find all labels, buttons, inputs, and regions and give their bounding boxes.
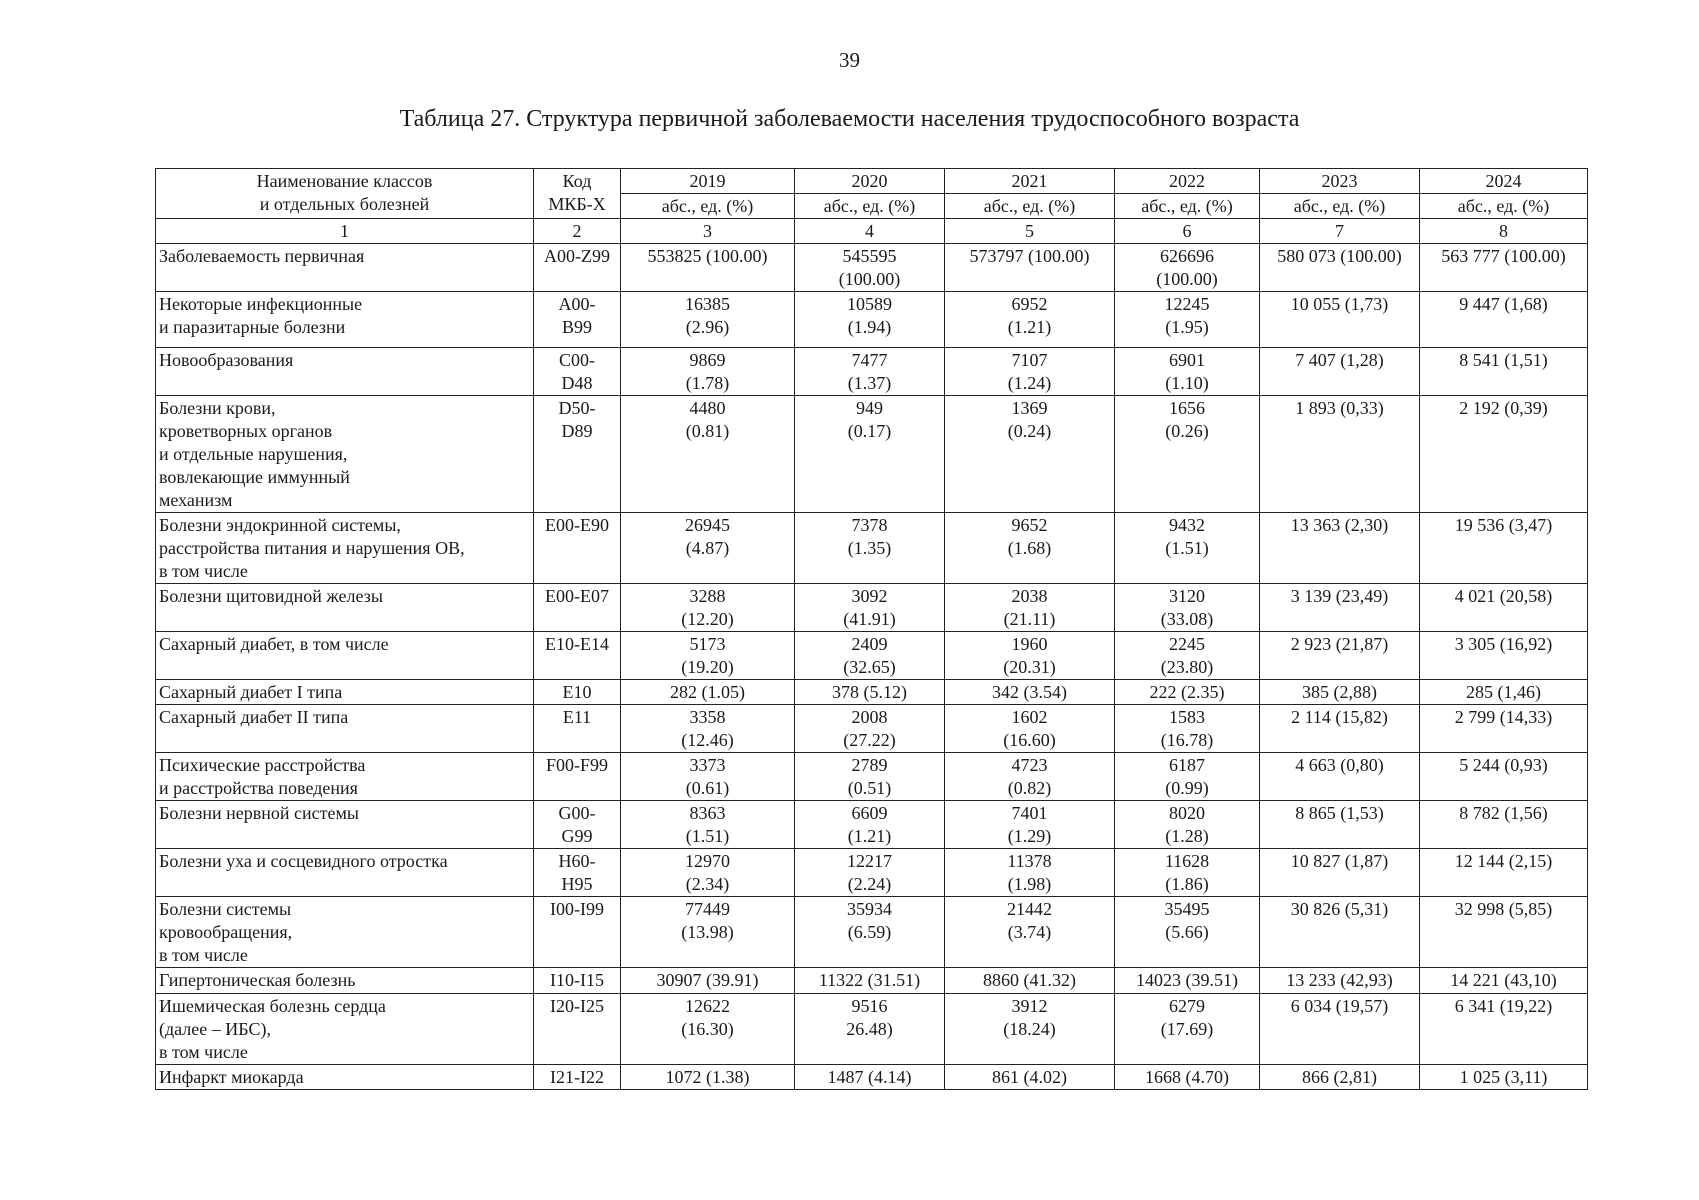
value-cell-2022: 6279 (17.69) — [1115, 994, 1260, 1065]
col-number-cell: 1 — [156, 219, 534, 244]
header-code-cell: Код МКБ-Х — [534, 169, 621, 219]
icd-code-cell: I20-I25 — [534, 994, 621, 1065]
disease-name-cell: Сахарный диабет, в том числе — [156, 632, 534, 680]
value-cell-2022: 1583 (16.78) — [1115, 705, 1260, 753]
value-cell-2020: 2409 (32.65) — [795, 632, 945, 680]
value-cell-2021: 2038 (21.11) — [945, 584, 1115, 632]
value-cell-2023: 6 034 (19,57) — [1260, 994, 1420, 1065]
value-cell-2020: 35934 (6.59) — [795, 897, 945, 968]
value-cell-2023: 10 827 (1,87) — [1260, 849, 1420, 897]
value-cell-2023: 1 893 (0,33) — [1260, 396, 1420, 513]
value-cell-2023: 385 (2,88) — [1260, 680, 1420, 705]
value-cell-2019: 553825 (100.00) — [621, 244, 795, 292]
icd-code-cell: A00- B99 — [534, 292, 621, 348]
value-cell-2020: 949 (0.17) — [795, 396, 945, 513]
value-cell-2023: 7 407 (1,28) — [1260, 348, 1420, 396]
value-cell-2024: 8 782 (1,56) — [1420, 801, 1588, 849]
table-row — [156, 801, 1588, 849]
table-row — [156, 396, 1588, 513]
value-cell-2019: 1072 (1.38) — [621, 1065, 795, 1090]
value-cell-2024: 8 541 (1,51) — [1420, 348, 1588, 396]
value-cell-2019: 12622 (16.30) — [621, 994, 795, 1065]
value-cell-2019: 26945 (4.87) — [621, 513, 795, 584]
value-cell-2022: 8020 (1.28) — [1115, 801, 1260, 849]
value-cell-2022: 1668 (4.70) — [1115, 1065, 1260, 1090]
value-cell-2023: 30 826 (5,31) — [1260, 897, 1420, 968]
value-cell-2024: 3 305 (16,92) — [1420, 632, 1588, 680]
value-cell-2020: 12217 (2.24) — [795, 849, 945, 897]
header-name-cell: Наименование классов и отдельных болезней — [156, 169, 534, 219]
col-number-cell: 7 — [1260, 219, 1420, 244]
table-row — [156, 632, 1588, 680]
disease-name-cell: Болезни эндокринной системы, расстройства питания и нарушения ОВ, в том числе — [156, 513, 534, 584]
value-cell-2019: 282 (1.05) — [621, 680, 795, 705]
value-cell-2024: 19 536 (3,47) — [1420, 513, 1588, 584]
header-year-2022: 2022 — [1115, 169, 1260, 194]
value-cell-2021: 11378 (1.98) — [945, 849, 1115, 897]
header-unit-cell: абс., ед. (%) — [1260, 194, 1420, 219]
table-row — [156, 292, 1588, 348]
value-cell-2023: 8 865 (1,53) — [1260, 801, 1420, 849]
value-cell-2022: 3120 (33.08) — [1115, 584, 1260, 632]
morbidity-table — [155, 168, 1588, 1090]
icd-code-cell: F00-F99 — [534, 753, 621, 801]
value-cell-2024: 12 144 (2,15) — [1420, 849, 1588, 897]
value-cell-2020: 3092 (41.91) — [795, 584, 945, 632]
value-cell-2022: 35495 (5.66) — [1115, 897, 1260, 968]
value-cell-2023: 2 923 (21,87) — [1260, 632, 1420, 680]
icd-code-cell: D50- D89 — [534, 396, 621, 513]
value-cell-2021: 1369 (0.24) — [945, 396, 1115, 513]
value-cell-2021: 6952 (1.21) — [945, 292, 1115, 348]
value-cell-2024: 9 447 (1,68) — [1420, 292, 1588, 348]
value-cell-2021: 1602 (16.60) — [945, 705, 1115, 753]
table-row — [156, 897, 1588, 968]
table-row — [156, 705, 1588, 753]
value-cell-2024: 563 777 (100.00) — [1420, 244, 1588, 292]
value-cell-2022: 11628 (1.86) — [1115, 849, 1260, 897]
header-row-years — [156, 169, 1588, 194]
value-cell-2024: 6 341 (19,22) — [1420, 994, 1588, 1065]
page-number: 39 — [839, 48, 860, 72]
value-cell-2023: 580 073 (100.00) — [1260, 244, 1420, 292]
header-year-2023: 2023 — [1260, 169, 1420, 194]
value-cell-2023: 866 (2,81) — [1260, 1065, 1420, 1090]
value-cell-2023: 2 114 (15,82) — [1260, 705, 1420, 753]
value-cell-2019: 3373 (0.61) — [621, 753, 795, 801]
header-row-col-numbers — [156, 219, 1588, 244]
value-cell-2024: 2 192 (0,39) — [1420, 396, 1588, 513]
value-cell-2024: 1 025 (3,11) — [1420, 1065, 1588, 1090]
value-cell-2019: 9869 (1.78) — [621, 348, 795, 396]
header-unit-cell: абс., ед. (%) — [1420, 194, 1588, 219]
col-number-cell: 8 — [1420, 219, 1588, 244]
value-cell-2019: 3358 (12.46) — [621, 705, 795, 753]
header-unit-cell: абс., ед. (%) — [621, 194, 795, 219]
value-cell-2022: 2245 (23.80) — [1115, 632, 1260, 680]
value-cell-2019: 4480 (0.81) — [621, 396, 795, 513]
table-row — [156, 1065, 1588, 1090]
disease-name-cell: Болезни щитовидной железы — [156, 584, 534, 632]
value-cell-2021: 8860 (41.32) — [945, 968, 1115, 994]
col-number-cell: 2 — [534, 219, 621, 244]
disease-name-cell: Психические расстройства и расстройства поведения — [156, 753, 534, 801]
disease-name-cell: Болезни уха и сосцевидного отростка — [156, 849, 534, 897]
value-cell-2019: 77449 (13.98) — [621, 897, 795, 968]
value-cell-2024: 32 998 (5,85) — [1420, 897, 1588, 968]
disease-name-cell: Сахарный диабет II типа — [156, 705, 534, 753]
table-title: Таблица 27. Структура первичной заболеваемости населения трудоспособного возраста — [399, 106, 1300, 132]
col-number-cell: 4 — [795, 219, 945, 244]
value-cell-2024: 2 799 (14,33) — [1420, 705, 1588, 753]
table-row — [156, 680, 1588, 705]
value-cell-2022: 222 (2.35) — [1115, 680, 1260, 705]
table-row — [156, 849, 1588, 897]
value-cell-2019: 16385 (2.96) — [621, 292, 795, 348]
value-cell-2021: 342 (3.54) — [945, 680, 1115, 705]
disease-name-cell: Инфаркт миокарда — [156, 1065, 534, 1090]
icd-code-cell: I10-I15 — [534, 968, 621, 994]
value-cell-2020: 2789 (0.51) — [795, 753, 945, 801]
value-cell-2023: 4 663 (0,80) — [1260, 753, 1420, 801]
value-cell-2022: 6187 (0.99) — [1115, 753, 1260, 801]
header-year-2020: 2020 — [795, 169, 945, 194]
disease-name-cell: Болезни крови, кроветворных органов и отдельные нарушения, вовлекающие иммунный механизм — [156, 396, 534, 513]
value-cell-2020: 9516 26.48) — [795, 994, 945, 1065]
header-year-2024: 2024 — [1420, 169, 1588, 194]
disease-name-cell: Сахарный диабет I типа — [156, 680, 534, 705]
value-cell-2021: 1960 (20.31) — [945, 632, 1115, 680]
value-cell-2021: 861 (4.02) — [945, 1065, 1115, 1090]
value-cell-2022: 1656 (0.26) — [1115, 396, 1260, 513]
table-row — [156, 244, 1588, 292]
value-cell-2019: 5173 (19.20) — [621, 632, 795, 680]
value-cell-2022: 9432 (1.51) — [1115, 513, 1260, 584]
table-row — [156, 994, 1588, 1065]
value-cell-2020: 545595 (100.00) — [795, 244, 945, 292]
value-cell-2020: 378 (5.12) — [795, 680, 945, 705]
header-year-2019: 2019 — [621, 169, 795, 194]
value-cell-2023: 3 139 (23,49) — [1260, 584, 1420, 632]
value-cell-2020: 6609 (1.21) — [795, 801, 945, 849]
icd-code-cell: I00-I99 — [534, 897, 621, 968]
header-unit-cell: абс., ед. (%) — [795, 194, 945, 219]
value-cell-2021: 573797 (100.00) — [945, 244, 1115, 292]
disease-name-cell: Заболеваемость первичная — [156, 244, 534, 292]
value-cell-2019: 30907 (39.91) — [621, 968, 795, 994]
value-cell-2019: 8363 (1.51) — [621, 801, 795, 849]
header-unit-cell: абс., ед. (%) — [1115, 194, 1260, 219]
value-cell-2023: 13 233 (42,93) — [1260, 968, 1420, 994]
value-cell-2021: 7401 (1.29) — [945, 801, 1115, 849]
table-row — [156, 968, 1588, 994]
icd-code-cell: E00-E07 — [534, 584, 621, 632]
value-cell-2021: 21442 (3.74) — [945, 897, 1115, 968]
value-cell-2021: 4723 (0.82) — [945, 753, 1115, 801]
value-cell-2019: 3288 (12.20) — [621, 584, 795, 632]
icd-code-cell: C00- D48 — [534, 348, 621, 396]
disease-name-cell: Ишемическая болезнь сердца (далее – ИБС), в том числе — [156, 994, 534, 1065]
value-cell-2024: 5 244 (0,93) — [1420, 753, 1588, 801]
disease-name-cell: Болезни системы кровообращения, в том числе — [156, 897, 534, 968]
table-row — [156, 753, 1588, 801]
icd-code-cell: E00-E90 — [534, 513, 621, 584]
value-cell-2022: 626696 (100.00) — [1115, 244, 1260, 292]
icd-code-cell: G00- G99 — [534, 801, 621, 849]
value-cell-2021: 7107 (1.24) — [945, 348, 1115, 396]
table-row — [156, 584, 1588, 632]
value-cell-2020: 1487 (4.14) — [795, 1065, 945, 1090]
icd-code-cell: H60- H95 — [534, 849, 621, 897]
value-cell-2022: 14023 (39.51) — [1115, 968, 1260, 994]
disease-name-cell: Гипертоническая болезнь — [156, 968, 534, 994]
icd-code-cell: A00-Z99 — [534, 244, 621, 292]
value-cell-2024: 4 021 (20,58) — [1420, 584, 1588, 632]
value-cell-2020: 7477 (1.37) — [795, 348, 945, 396]
disease-name-cell: Некоторые инфекционные и паразитарные болезни — [156, 292, 534, 348]
value-cell-2020: 2008 (27.22) — [795, 705, 945, 753]
value-cell-2020: 11322 (31.51) — [795, 968, 945, 994]
header-unit-cell: абс., ед. (%) — [945, 194, 1115, 219]
col-number-cell: 6 — [1115, 219, 1260, 244]
icd-code-cell: I21-I22 — [534, 1065, 621, 1090]
value-cell-2022: 12245 (1.95) — [1115, 292, 1260, 348]
icd-code-cell: E10-E14 — [534, 632, 621, 680]
value-cell-2020: 7378 (1.35) — [795, 513, 945, 584]
value-cell-2024: 285 (1,46) — [1420, 680, 1588, 705]
icd-code-cell: E11 — [534, 705, 621, 753]
table-row — [156, 348, 1588, 396]
disease-name-cell: Болезни нервной системы — [156, 801, 534, 849]
header-year-2021: 2021 — [945, 169, 1115, 194]
value-cell-2023: 10 055 (1,73) — [1260, 292, 1420, 348]
value-cell-2021: 3912 (18.24) — [945, 994, 1115, 1065]
value-cell-2019: 12970 (2.34) — [621, 849, 795, 897]
value-cell-2023: 13 363 (2,30) — [1260, 513, 1420, 584]
icd-code-cell: E10 — [534, 680, 621, 705]
table-row — [156, 513, 1588, 584]
value-cell-2020: 10589 (1.94) — [795, 292, 945, 348]
disease-name-cell: Новообразования — [156, 348, 534, 396]
col-number-cell: 3 — [621, 219, 795, 244]
col-number-cell: 5 — [945, 219, 1115, 244]
value-cell-2024: 14 221 (43,10) — [1420, 968, 1588, 994]
value-cell-2021: 9652 (1.68) — [945, 513, 1115, 584]
value-cell-2022: 6901 (1.10) — [1115, 348, 1260, 396]
